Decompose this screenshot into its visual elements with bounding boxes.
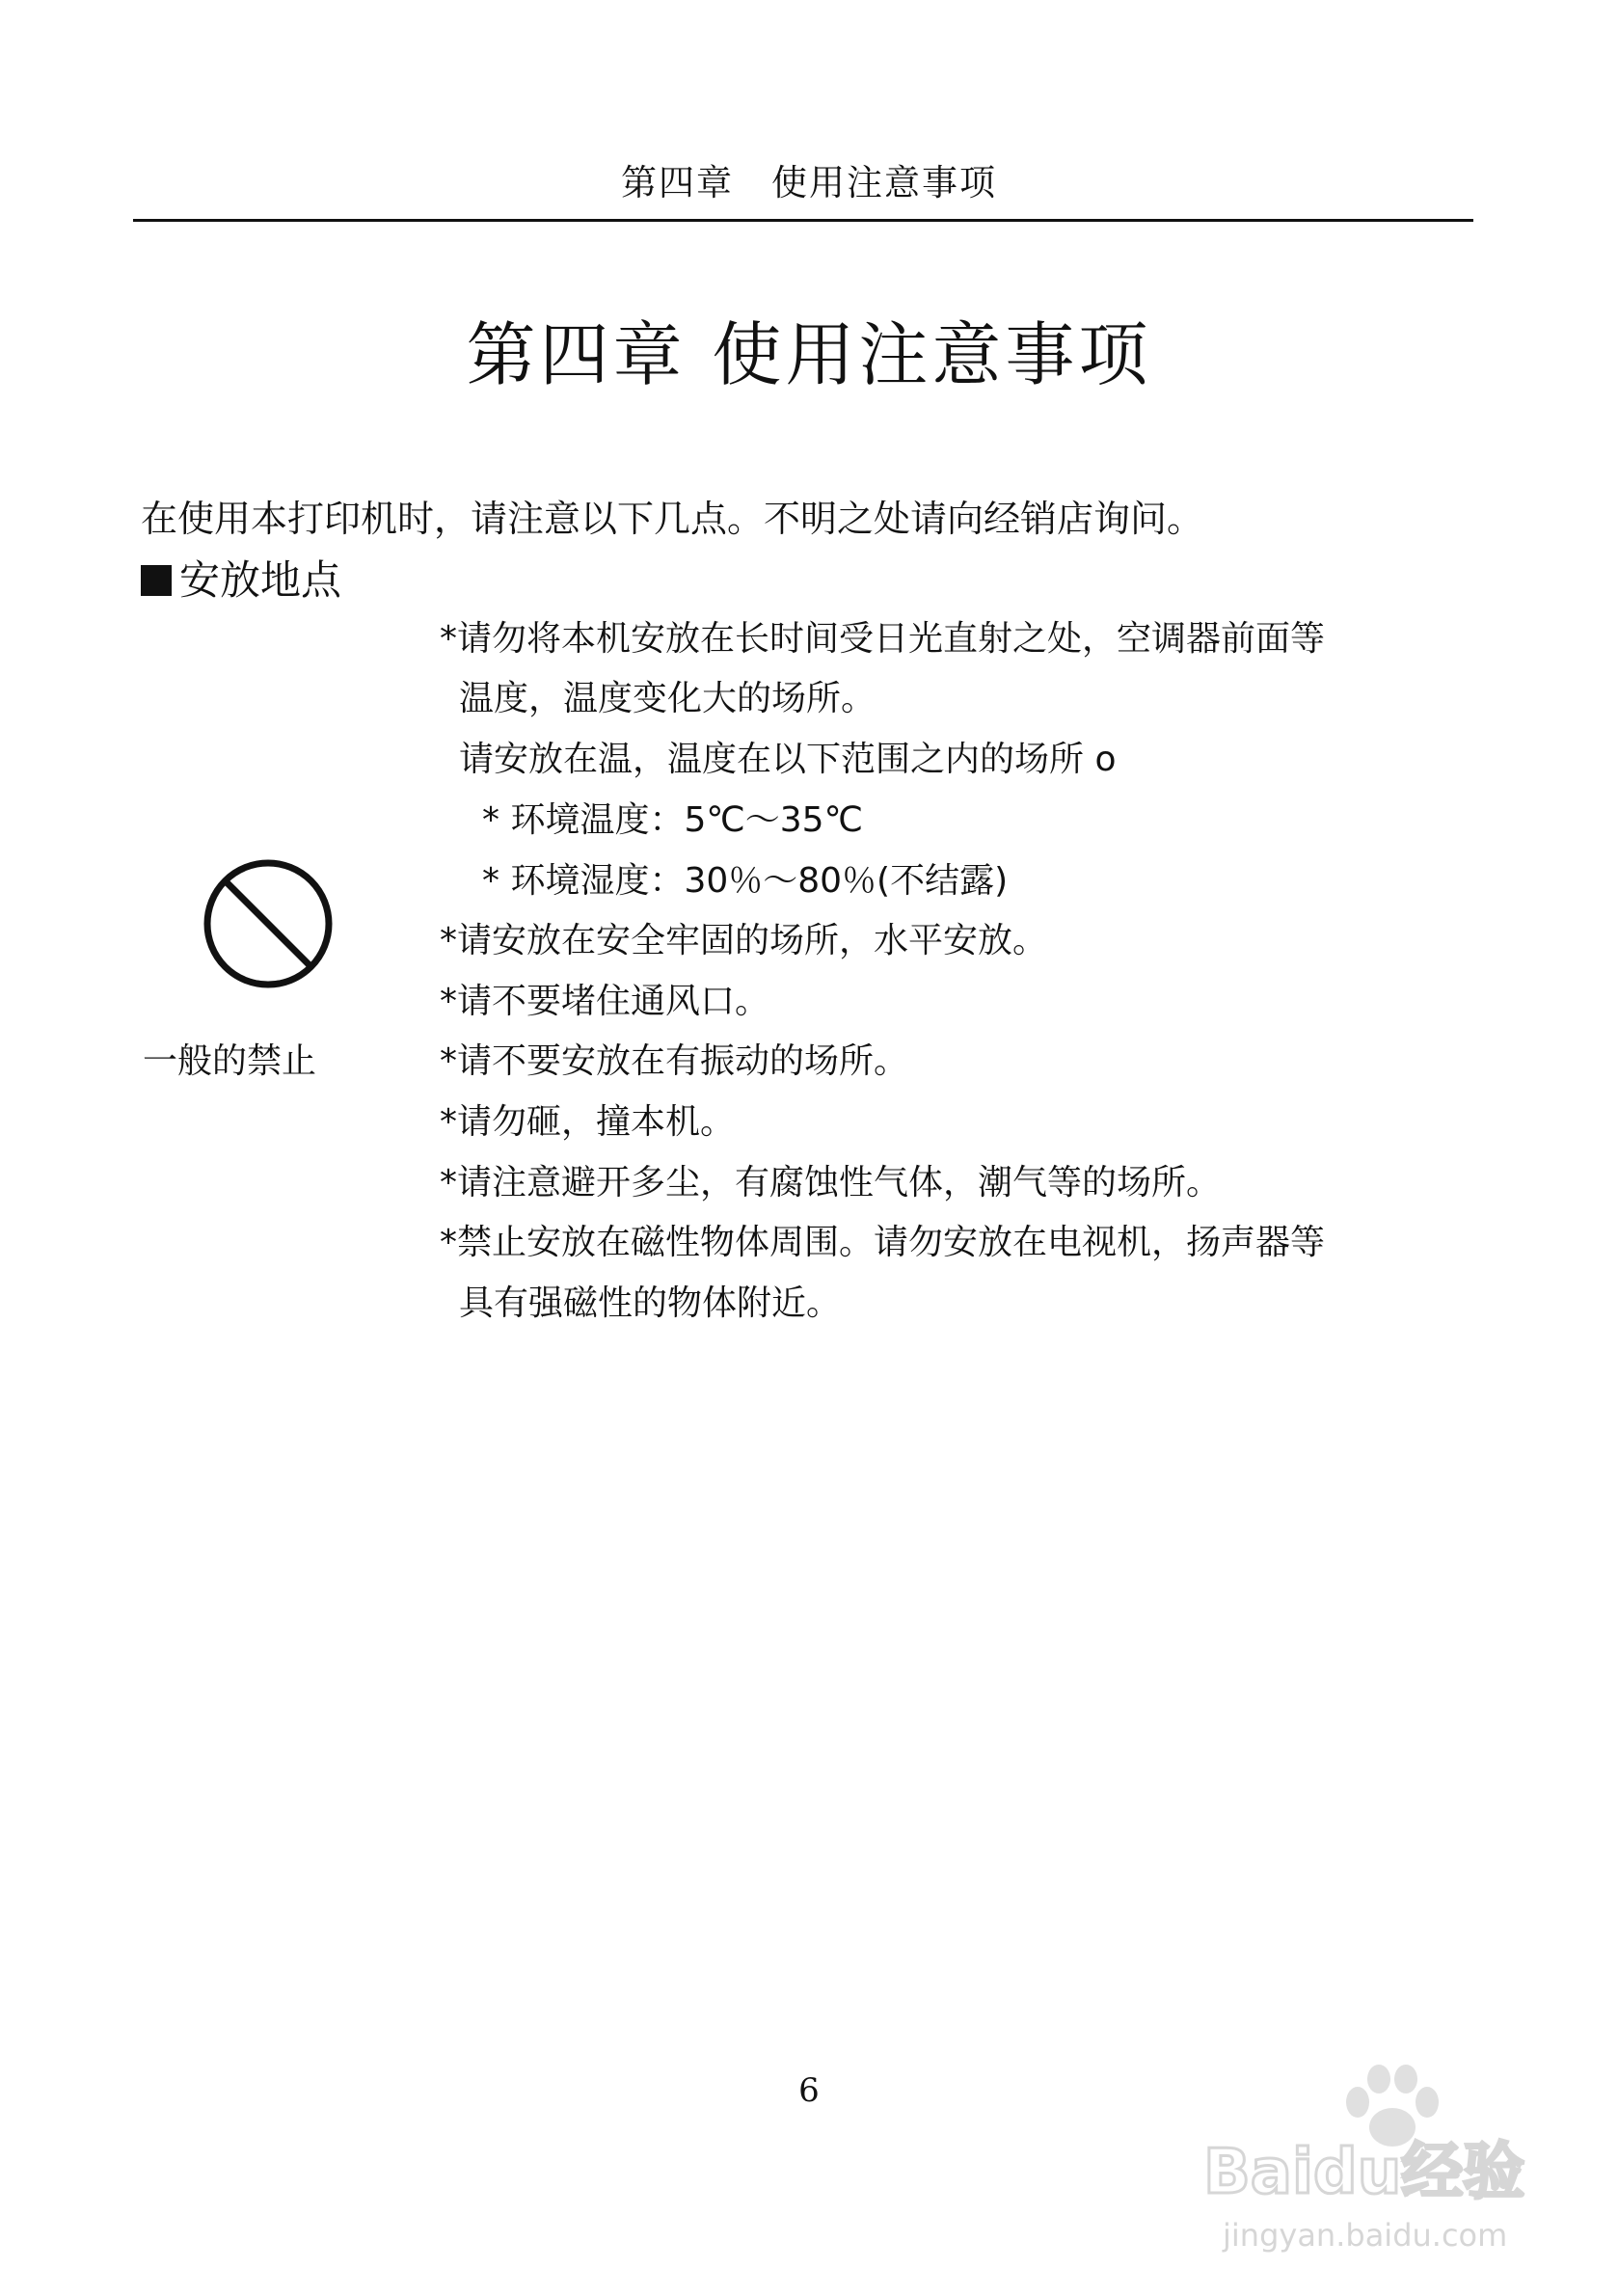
notice-line: *请不要堵住通风口。 [440, 982, 770, 1021]
notice-line: *请勿将本机安放在长时间受日光直射之处，空调器前面等 [440, 619, 1326, 659]
watermark-brand: Baidu经验 [1203, 2137, 1525, 2208]
header-rule [133, 219, 1473, 222]
icon-caption: 一般的禁止 [143, 1041, 317, 1081]
prohibition-sign-icon [201, 856, 336, 991]
notice-line: 具有强磁性的物体附近。 [459, 1283, 842, 1323]
watermark-url: jingyan.baidu.com [1223, 2217, 1508, 2254]
notice-line: *请注意避开多尘，有腐蚀性气体，潮气等的场所。 [440, 1163, 1222, 1202]
notice-line: *请不要安放在有振动的场所。 [440, 1041, 909, 1081]
running-header: 第四章 使用注意事项 [621, 162, 997, 203]
notice-line: *请安放在安全牢固的场所，水平安放。 [440, 921, 1048, 960]
notice-line: * 环境湿度：30％～80％(不结露) [482, 861, 1009, 901]
intro-paragraph: 在使用本打印机时，请注意以下几点。不明之处请向经销店询问。 [141, 498, 1204, 540]
notice-line: 请安放在温，温度在以下范围之内的场所 o [459, 740, 1117, 779]
notice-line: * 环境温度：5℃～35℃ [482, 800, 864, 840]
section-heading-text: 安放地点 [179, 556, 342, 604]
square-bullet-icon [141, 565, 172, 596]
chapter-title: 第四章 使用注意事项 [466, 314, 1152, 395]
notice-line: *禁止安放在磁性物体周围。请勿安放在电视机，扬声器等 [440, 1223, 1326, 1262]
notice-line: *请勿砸，撞本机。 [440, 1102, 736, 1142]
notice-line: 温度，温度变化大的场所。 [459, 679, 876, 718]
watermark [1194, 2064, 1551, 2256]
section-heading [141, 552, 341, 609]
page-number: 6 [798, 2071, 820, 2110]
